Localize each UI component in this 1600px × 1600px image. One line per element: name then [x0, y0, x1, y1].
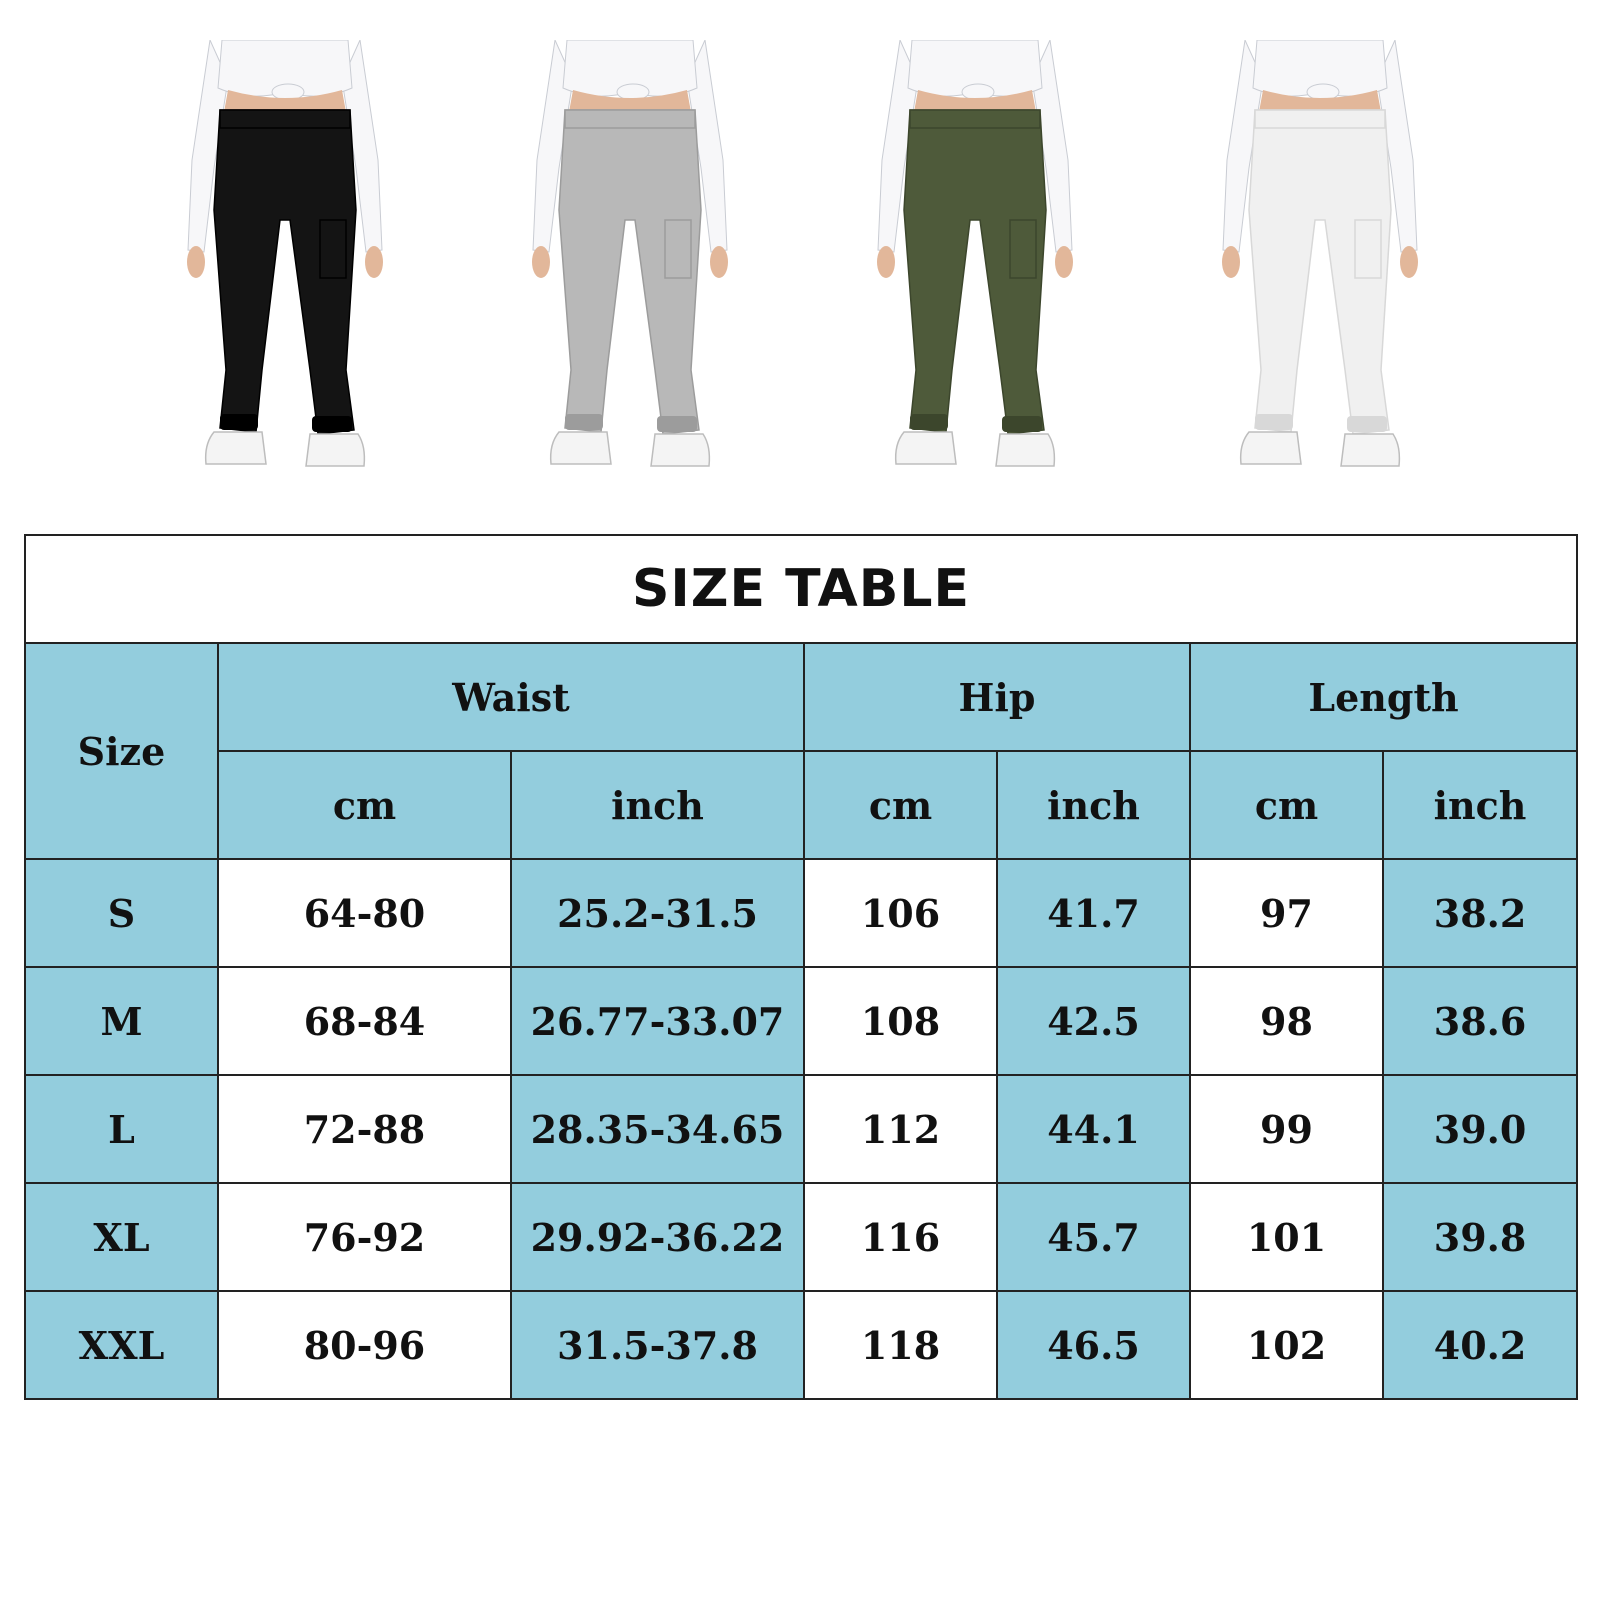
waist-cm-cell: 64-80: [218, 859, 511, 967]
table-title-row: [25, 535, 1577, 643]
hip-inch-cell: 45.7: [997, 1183, 1190, 1291]
hip-inch-cell: 44.1: [997, 1075, 1190, 1183]
unit-header-row: [25, 751, 1577, 859]
size-cell: S: [25, 859, 218, 967]
left-hand: [532, 246, 550, 278]
table-title: SIZE TABLE: [25, 535, 1577, 643]
right-sneaker: [651, 434, 709, 466]
size-table: [24, 534, 1578, 1400]
waist-cm-cell: 72-88: [218, 1075, 511, 1183]
pants-model-illustration: [515, 40, 745, 480]
length-inch-cell: 39.0: [1383, 1075, 1577, 1183]
waist-inch-cell: 25.2-31.5: [511, 859, 804, 967]
table-row: [25, 859, 1577, 967]
pants-model-illustration: [860, 40, 1090, 480]
right-hand: [365, 246, 383, 278]
size-cell: XXL: [25, 1291, 218, 1399]
hip-inch-cell: 46.5: [997, 1291, 1190, 1399]
length-inch-header: inch: [1383, 751, 1577, 859]
left-hand: [877, 246, 895, 278]
waist-cm-cell: 68-84: [218, 967, 511, 1075]
right-sneaker: [1341, 434, 1399, 466]
product-image-white: [1205, 40, 1435, 480]
cargo-pocket: [665, 220, 691, 278]
left-sneaker: [551, 432, 611, 464]
group-header-row: [25, 643, 1577, 751]
right-hand: [1055, 246, 1073, 278]
left-cuff: [565, 414, 603, 430]
waist-inch-cell: 29.92-36.22: [511, 1183, 804, 1291]
left-sneaker: [1241, 432, 1301, 464]
length-cm-cell: 97: [1190, 859, 1383, 967]
size-header: Size: [25, 643, 218, 859]
right-sneaker: [306, 434, 364, 466]
right-cuff: [1002, 416, 1042, 432]
product-image-gray: [515, 40, 745, 480]
left-hand: [187, 246, 205, 278]
length-inch-cell: 40.2: [1383, 1291, 1577, 1399]
length-cm-header: cm: [1190, 751, 1383, 859]
waist-cm-header: cm: [218, 751, 511, 859]
hip-cm-cell: 118: [804, 1291, 997, 1399]
product-image-black: [170, 40, 400, 480]
right-hand: [710, 246, 728, 278]
waist-header: Waist: [218, 643, 804, 751]
elastic-waistband: [220, 110, 350, 128]
right-hand: [1400, 246, 1418, 278]
table-row: [25, 967, 1577, 1075]
product-image-green: [860, 40, 1090, 480]
elastic-waistband: [1255, 110, 1385, 128]
cargo-pocket: [320, 220, 346, 278]
length-cm-cell: 98: [1190, 967, 1383, 1075]
waist-cm-cell: 76-92: [218, 1183, 511, 1291]
hip-cm-cell: 112: [804, 1075, 997, 1183]
size-cell: L: [25, 1075, 218, 1183]
cargo-pocket: [1010, 220, 1036, 278]
hip-inch-cell: 42.5: [997, 967, 1190, 1075]
waist-inch-cell: 31.5-37.8: [511, 1291, 804, 1399]
hip-header: Hip: [804, 643, 1190, 751]
right-cuff: [1347, 416, 1387, 432]
product-images-row: [0, 0, 1600, 500]
waist-cm-cell: 80-96: [218, 1291, 511, 1399]
hip-cm-header: cm: [804, 751, 997, 859]
pants-model-illustration: [170, 40, 400, 480]
cargo-pocket: [1355, 220, 1381, 278]
length-inch-cell: 38.2: [1383, 859, 1577, 967]
left-sneaker: [206, 432, 266, 464]
left-cuff: [220, 414, 258, 430]
right-cuff: [312, 416, 352, 432]
hip-cm-cell: 106: [804, 859, 997, 967]
waist-inch-cell: 26.77-33.07: [511, 967, 804, 1075]
length-cm-cell: 102: [1190, 1291, 1383, 1399]
hip-inch-cell: 41.7: [997, 859, 1190, 967]
length-header: Length: [1190, 643, 1577, 751]
length-cm-cell: 99: [1190, 1075, 1383, 1183]
left-cuff: [1255, 414, 1293, 430]
hip-inch-header: inch: [997, 751, 1190, 859]
size-cell: XL: [25, 1183, 218, 1291]
hip-cm-cell: 108: [804, 967, 997, 1075]
right-cuff: [657, 416, 697, 432]
pants-model-illustration: [1205, 40, 1435, 480]
table-row: [25, 1291, 1577, 1399]
length-inch-cell: 38.6: [1383, 967, 1577, 1075]
table-row: [25, 1183, 1577, 1291]
left-hand: [1222, 246, 1240, 278]
right-sneaker: [996, 434, 1054, 466]
elastic-waistband: [565, 110, 695, 128]
left-sneaker: [896, 432, 956, 464]
waist-inch-header: inch: [511, 751, 804, 859]
hip-cm-cell: 116: [804, 1183, 997, 1291]
length-inch-cell: 39.8: [1383, 1183, 1577, 1291]
left-cuff: [910, 414, 948, 430]
elastic-waistband: [910, 110, 1040, 128]
size-cell: M: [25, 967, 218, 1075]
waist-inch-cell: 28.35-34.65: [511, 1075, 804, 1183]
length-cm-cell: 101: [1190, 1183, 1383, 1291]
table-row: [25, 1075, 1577, 1183]
